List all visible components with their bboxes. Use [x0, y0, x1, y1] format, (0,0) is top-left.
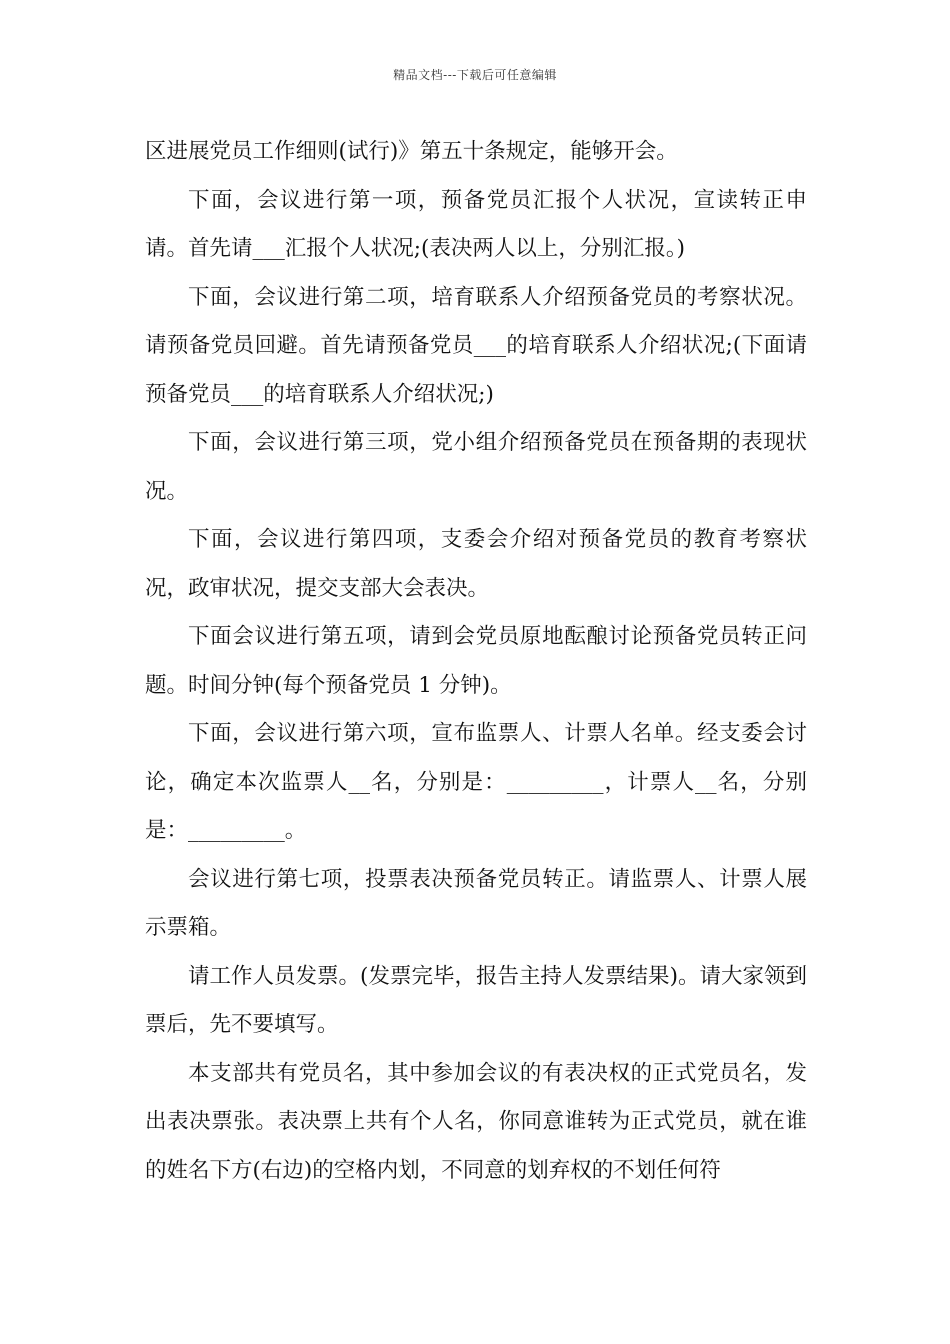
- paragraph-ballot-distribution: 请工作人员发票。(发票完毕，报告主持人发票结果)。请大家领到票后，先不要填写。: [145, 963, 807, 1037]
- paragraph-ballot-instructions: 本支部共有党员名，其中参加会议的有表决权的正式党员名，发出表决票张。表决票上共有个人名，你同意谁转为正式党员，就在谁的姓名下方(右边)的空格内划，不同意的划弃权的不划任何符: [145, 1060, 807, 1183]
- paragraph-continued: 区进展党员工作细则(试行)》第五十条规定，能够开会。: [145, 139, 678, 164]
- paragraph-item-2: 下面，会议进行第二项，培育联系人介绍预备党员的考察状况。请预备党员回避。首先请预备党员___的培育联系人介绍状况;(下面请预备党员___的培育联系人介绍状况;): [145, 284, 807, 407]
- paragraph-item-5: 下面会议进行第五项，请到会党员原地酝酿讨论预备党员转正问题。时间分钟(每个预备党员 1 分钟)。: [145, 624, 807, 698]
- paragraph-item-3: 下面，会议进行第三项，党小组介绍预备党员在预备期的表现状况。: [145, 430, 807, 504]
- document-body: [145, 128, 807, 1195]
- paragraph-item-6: 下面，会议进行第六项，宣布监票人、计票人名单。经支委会讨论，确定本次监票人__名，分别是：_________，计票人__名，分别是：_________。: [145, 721, 807, 843]
- paragraph-item-7: 会议进行第七项，投票表决预备党员转正。请监票人、计票人展示票箱。: [145, 866, 807, 940]
- page-header: 精品文档---下载后可任意编辑: [393, 68, 557, 82]
- paragraph-item-1: 下面，会议进行第一项，预备党员汇报个人状况，宣读转正申请。首先请___汇报个人状况;(表决两人以上，分别汇报。): [145, 187, 807, 261]
- paragraph-item-4: 下面，会议进行第四项，支委会介绍对预备党员的教育考察状况，政审状况，提交支部大会表决。: [145, 527, 807, 601]
